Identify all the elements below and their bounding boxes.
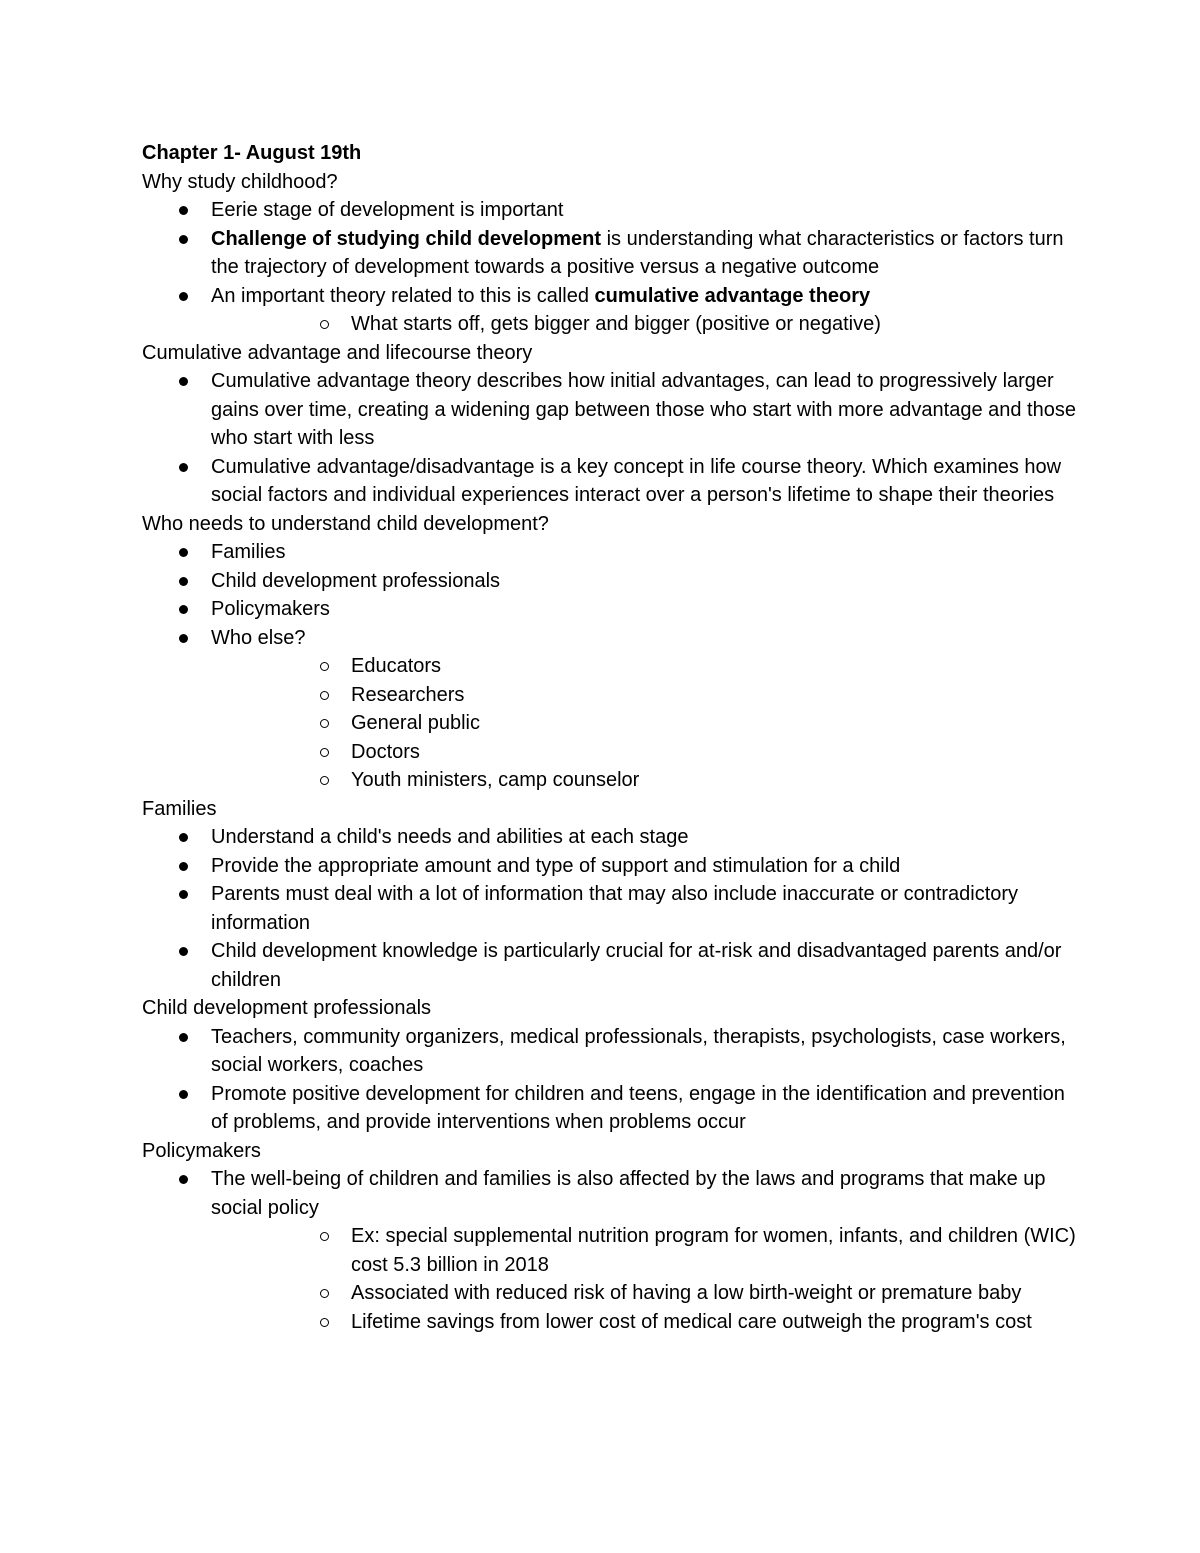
list-item-text: The well-being of children and families is also affected by the laws and programs that make up social policy [211, 1168, 1046, 1219]
list-item-text: Eerie stage of development is important [211, 199, 564, 221]
hollow-bullet-icon [320, 1232, 329, 1241]
list-item [142, 880, 1082, 937]
list-item-text: Provide the appropriate amount and type of support and stimulation for a child [211, 854, 901, 877]
sub-list-item [211, 709, 1082, 738]
list-item [142, 225, 1082, 282]
hollow-bullet-icon [320, 1289, 329, 1298]
list-item-text: Understand a child's needs and abilities at each stage [211, 826, 689, 848]
hollow-bullet-icon [320, 691, 329, 700]
list-item-text: Policymakers [211, 598, 330, 620]
list-item-text: Cumulative advantage theory describes how initial advantages, can lead to progressively larger gains over time, creating a widening gap between those who start with more advantage and those who start with less [211, 370, 1076, 449]
sub-list-item-text: Youth ministers, camp counselor [351, 769, 640, 791]
list-item-text: Teachers, community organizers, medical professionals, therapists, psychologists, case workers, social workers, coaches [211, 1025, 1066, 1076]
sub-list-item-text: Ex: special supplemental nutrition program for women, infants, and children (WIC) cost 5.3 billion in 2018 [351, 1225, 1076, 1276]
list-item-text: Child development professionals [211, 569, 501, 592]
list-item [142, 1080, 1082, 1137]
list-item [142, 595, 1082, 624]
hollow-bullet-icon [320, 776, 329, 785]
sub-list-item [211, 1279, 1082, 1308]
filled-bullet-icon [179, 577, 188, 586]
filled-bullet-icon [179, 605, 188, 614]
filled-bullet-icon [179, 890, 188, 899]
document-content [142, 168, 1082, 1337]
bullet-list [142, 196, 1082, 339]
sub-bullet-list [280, 652, 1082, 795]
sub-list-item-text: Doctors [351, 740, 420, 763]
sub-bullet-list [280, 1222, 1082, 1336]
sub-list-item [211, 1308, 1082, 1337]
list-item-text: Parents must deal with a lot of information that may also include inaccurate or contradictory information [211, 883, 1019, 934]
filled-bullet-icon [179, 833, 188, 842]
hollow-bullet-icon [320, 1318, 329, 1327]
hollow-bullet-icon [320, 320, 329, 329]
sub-list-item-text: Researchers [351, 683, 465, 706]
filled-bullet-icon [179, 862, 188, 871]
list-item-text: Child development knowledge is particularly crucial for at-risk and disadvantaged parents and/or children [211, 940, 1062, 991]
section-heading: Policymakers [142, 1139, 261, 1162]
list-item-text: Families [211, 541, 286, 563]
list-item [142, 196, 1082, 225]
sub-bullet-list [280, 310, 1082, 339]
filled-bullet-icon [179, 634, 188, 643]
filled-bullet-icon [179, 463, 188, 472]
bullet-list [142, 823, 1082, 994]
bold-term: cumulative advantage theory [594, 284, 871, 307]
filled-bullet-icon [179, 548, 188, 557]
document-page [142, 139, 1082, 1336]
section-heading: Families [142, 797, 217, 820]
section-heading: Child development professionals [142, 997, 432, 1019]
sub-list-item-text: Educators [351, 655, 442, 677]
list-item-text: Promote positive development for children and teens, engage in the identification and prevention of problems, and provide interventions when problems occur [211, 1082, 1065, 1133]
bullet-list [142, 538, 1082, 795]
sub-list-item [211, 681, 1082, 710]
section-heading: Cumulative advantage and lifecourse theory [142, 341, 533, 364]
hollow-bullet-icon [320, 719, 329, 728]
sub-list-item [211, 766, 1082, 795]
sub-list-item [211, 738, 1082, 767]
sub-list-item-text: Associated with reduced risk of having a low birth-weight or premature baby [351, 1282, 1022, 1304]
filled-bullet-icon [179, 377, 188, 386]
bullet-list [142, 367, 1082, 510]
list-item-text: Cumulative advantage/disadvantage is a key concept in life course theory. Which examines how social factors and individual experiences interact over a person's lifetime to shape their theories [211, 455, 1062, 506]
sub-list-item [211, 652, 1082, 681]
list-item [142, 282, 1082, 339]
filled-bullet-icon [179, 1090, 188, 1099]
filled-bullet-icon [179, 292, 188, 301]
list-item [142, 367, 1082, 453]
list-item-text: is understanding what characteristics or factors turn the trajectory of development towards a positive versus a negative outcome [211, 227, 1064, 278]
filled-bullet-icon [179, 235, 188, 244]
sub-list-item-text: General public [351, 712, 480, 734]
list-item-text: An important theory related to this is called [211, 284, 595, 307]
sub-list-item-text: What starts off, gets bigger and bigger (positive or negative) [351, 313, 881, 335]
list-item [142, 823, 1082, 852]
section-heading: Why study childhood? [142, 170, 338, 193]
hollow-bullet-icon [320, 748, 329, 757]
document-title: Chapter 1- August 19th [142, 142, 362, 164]
list-item [142, 567, 1082, 596]
list-item [142, 1165, 1082, 1336]
list-item [142, 453, 1082, 510]
filled-bullet-icon [179, 1175, 188, 1184]
sub-list-item [211, 310, 1082, 339]
hollow-bullet-icon [320, 662, 329, 671]
list-item [142, 852, 1082, 881]
bold-term: Challenge of studying child development [211, 227, 602, 250]
sub-list-item-text: Lifetime savings from lower cost of medical care outweigh the program's cost [351, 1310, 1032, 1333]
list-item [142, 538, 1082, 567]
filled-bullet-icon [179, 1033, 188, 1042]
list-item [142, 937, 1082, 994]
filled-bullet-icon [179, 947, 188, 956]
section-heading: Who needs to understand child development? [142, 512, 549, 535]
filled-bullet-icon [179, 206, 188, 215]
bullet-list [142, 1023, 1082, 1137]
list-item-text: Who else? [211, 626, 306, 649]
list-item [142, 624, 1082, 795]
bullet-list [142, 1165, 1082, 1336]
sub-list-item [211, 1222, 1082, 1279]
list-item [142, 1023, 1082, 1080]
